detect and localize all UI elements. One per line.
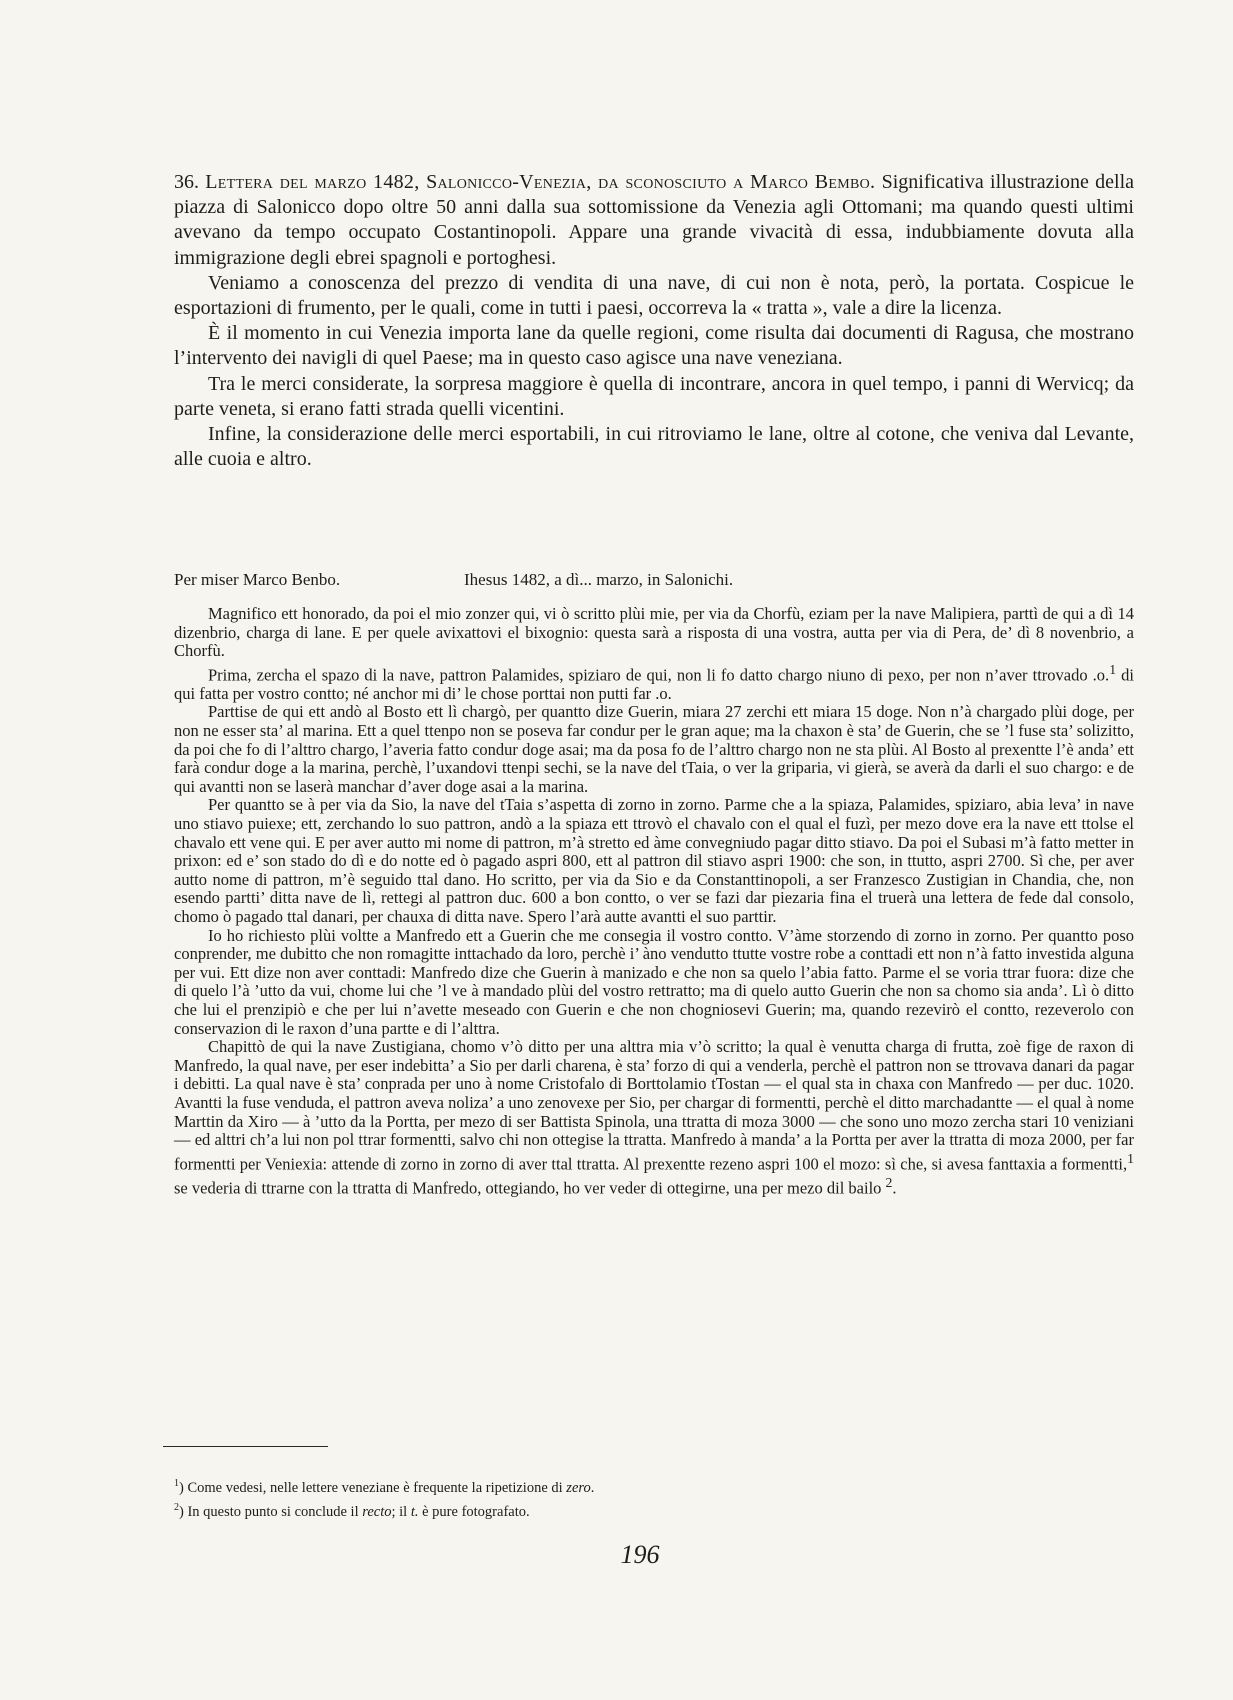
intro-paragraph: Veniamo a conoscenza del prezzo di vendita di una nave, di cui non è nota, però, la portata. Cospicue le esportazioni di frumento, per le quali, come in tutti i paesi, occorreva la « tratta », vale a dire la licenza. bbox=[174, 271, 1134, 320]
entry-number: 36. bbox=[174, 171, 199, 193]
letter-addressee: Per miser Marco Benbo. bbox=[174, 570, 341, 589]
letter-paragraph: Chapittò de qui la nave Zustigiana, chomo v’ò ditto per una alttra mia v’ò scritto; la qual è venutta charga di frutta, zoè fige de raxon di Manfredo, la qual nave, per eser indebitta’ a Sio per darli charena, è sta’ forzo di qui a venderla, perchè el pattron non se ttrovava danari da pagar i debitti. La qual nave è sta’ conprada per uno à nome Cristofalo di Borttolamio tTostan — el qual sta in chaxa con Manfredo — per duc. 1020. Avantti la fuse venduda, el pattron aveva noliza’ a uno zenovexe per Sio, per chargar di formentti, perchè el ditto marchadantte — el qual à nome Marttin da Xiro — à ’utto da la Portta, per mezo di ser Battista Spinola, una ttratta di moza 3000 — che sono uno mozo zercha stari 10 veniziani — ed alttri ch’a lui non pol ttrar formentti, salvo chi non ottegise la ttratta. Manfredo à manda’ a la Portta per aver la ttratta di moza 2000, per far formentti per Veniexia: attende di zorno in zorno di aver ttal ttratta. Al prexentte rezeno aspri 100 el mozo: sì che, si avesa fanttaxia a formentti,$^1$ se vederia di ttrarne con la ttratta di Manfredo, ottegiando, ho ver veder di ottegirne, una per mezo dil bailo $^2$. bbox=[174, 1037, 1134, 1198]
footnote: $^2$) In questo punto si conclude il recto; il t. è pure fotografato. bbox=[174, 1501, 530, 1520]
footnote: $^1$) Come vedesi, nelle lettere veneziane è frequente la ripetizione di zero. bbox=[174, 1478, 595, 1496]
footnote-ref: 2 bbox=[885, 1174, 893, 1190]
footnote-separator bbox=[163, 1446, 328, 1447]
introduction bbox=[174, 170, 1134, 472]
footnotes bbox=[174, 1474, 1074, 1522]
letter-paragraph: Per quantto se à per via da Sio, la nave del tTaia s’aspetta di zorno in zorno. Parme che a la spiaza, Palamides, spiziaro, abia leva’ in nave uno stiavo puiexe; ett, zerchando lo suo pattron, andò a la spiaza ett ttrovò el chavalo con el qual el fuzì, per mezo dove era la nave ett ttolse el chavalo ett vene qui. E per aver autto mi nome di pattron, m’à stretto ed àme convegniudo pagar ditto stiavo. Da poi el Subasi m’à fatto metter in prixon: ed e’ son stado do dì e do notte ed ò pagado aspri 800, ett al pattron dil stiavo aspri 1900: che son, in ttutto, aspri 2700. Sì che, per aver autto nome di pattron, m’è seguido ttal dano. Ho scritto, per via da Sio e da Constanttinopoli, a ser Franzesco Zustigian in Chandia, che, non esendo partti’ ditta nave de lì, rettegi al pattron duc. 600 a bon contto, o ver se fazi dar piezaria fina el truerà una lettera de fede dal consolo, chomo ò pagado ttal danari, per chauxa di ditta nave. Spero l’arà autte avantti el suo parttir. bbox=[174, 795, 1134, 926]
intro-paragraph: Tra le merci considerate, la sorpresa maggiore è quella di incontrare, ancora in quel tempo, i panni di Wervicq; da parte veneta, si erano fatti strada quelli vicentini. bbox=[174, 372, 1134, 420]
letter-place-date: Ihesus 1482, a dì... marzo, in Salonichi. bbox=[464, 570, 734, 589]
footnote-ref: 1 bbox=[1127, 1150, 1134, 1166]
letter-paragraph: Magnifico ett honorado, da poi el mio zonzer qui, vi ò scritto plùi mie, per via da Chorfù, eziam per la nave Malipiera, parttì de qui a dì 14 dizenbrio, charga di lane. E per quele avixattovi el bixognio: questa sarà a risposta di una vostra, autta per via di Pera, de’ dì 8 novenbrio, a Chorfù. bbox=[174, 604, 1134, 661]
intro-paragraph: 36. Lettera del marzo 1482, Salonicco-Venezia, da sconosciuto a Marco Bembo. Significativa illustrazione della piazza di Salonicco dopo oltre 50 anni dalla sua sottomissione da Venezia agli Ottomani; ma quando questi ultimi avevano da tempo occupato Costantinopoli. Appare una grande vivacità di essa, indubbiamente dovuta alla immigrazione degli ebrei spagnoli e portoghesi. bbox=[174, 171, 1135, 269]
intro-paragraph: È il momento in cui Venezia importa lane da quelle regioni, come risulta dai documenti di Ragusa, che mostrano l’intervento dei navigli di quel Paese; ma in questo caso agisce una nave veneziana. bbox=[174, 322, 1134, 370]
entry-title: Lettera del marzo 1482, Salonicco-Venezia, da sconosciuto a Marco Bembo. bbox=[205, 171, 876, 193]
page-number: 196 bbox=[620, 1540, 660, 1569]
intro-paragraph: Infine, la considerazione delle merci esportabili, in cui ritroviamo le lane, oltre al cotone, che veniva dal Levante, alle cuoia e altro. bbox=[174, 423, 1134, 471]
letter-paragraph: Io ho richiesto plùi voltte a Manfredo ett a Guerin che me consegia il vostro contto. V’àme storzendo di zorno in zorno. Per quantto poso conprender, me dubitto che non romagitte inttachado da loro, perchè i’ àno vendutto ttutte vostre robe a conttadi ett non n’à fatto investida alguna per vui. Ett dize non aver conttadi: Manfredo dize che Guerin à manizado e che non sa quelo l’abia fatto. Parme el se voria ttrar fuora: dize che di quelo l’à ’utto da vui, chome lui che ’l ve à mandado plùi del vostro rettratto; ma di quelo autto Guerin che non sa chomo sia anda’. Lì ò ditto che lui el prenzipiò e che per lui n’avette meseado con Guerin e che non chogniosevi Guerin; ma, quando rezevirò el contto, rezeverolo con conservazion di le raxon d’una partte e di l’alttra. bbox=[174, 925, 1134, 1038]
letter-body bbox=[174, 605, 1134, 1198]
letter-paragraph: Parttise de qui ett andò al Bosto ett lì chargò, per quantto dize Guerin, miara 27 zerchi ett miara 15 doge. Non n’à chargado plùi doge, per non ne esser sta’ al marina. Ett a quel ttenpo non se poseva far condur per le gran aque; ma la chaxon è sta’ de Guerin, che se ’l fuse sta’ solizitto, da poi che fo di l’alttro chargo, l’averia fatto condur doge asai; ma da posa fo de l’alttro chargo non ne sta plùi. Al Bosto al prexentte l’è anda’ ett farà condur doge a la marina, perchè, l’uxandovi ttenpi sechi, se la nave del tTaia, o ver la griparia, vi gierà, se averà da darli el suo chargo: e de qui avantti non se laserà manchar d’aver doge asai a la marina. bbox=[174, 702, 1134, 796]
letter-paragraph: Prima, zercha el spazo di la nave, pattron Palamides, spiziaro de qui, non li fo datto chargo niuno di pexo, per non n’aver ttrovado .o.$^1$ di qui fatta per vostro contto; né anchor mi di’ le chose porttai non putti far .o. bbox=[174, 661, 1134, 703]
footnote-ref: 1 bbox=[1109, 661, 1117, 677]
